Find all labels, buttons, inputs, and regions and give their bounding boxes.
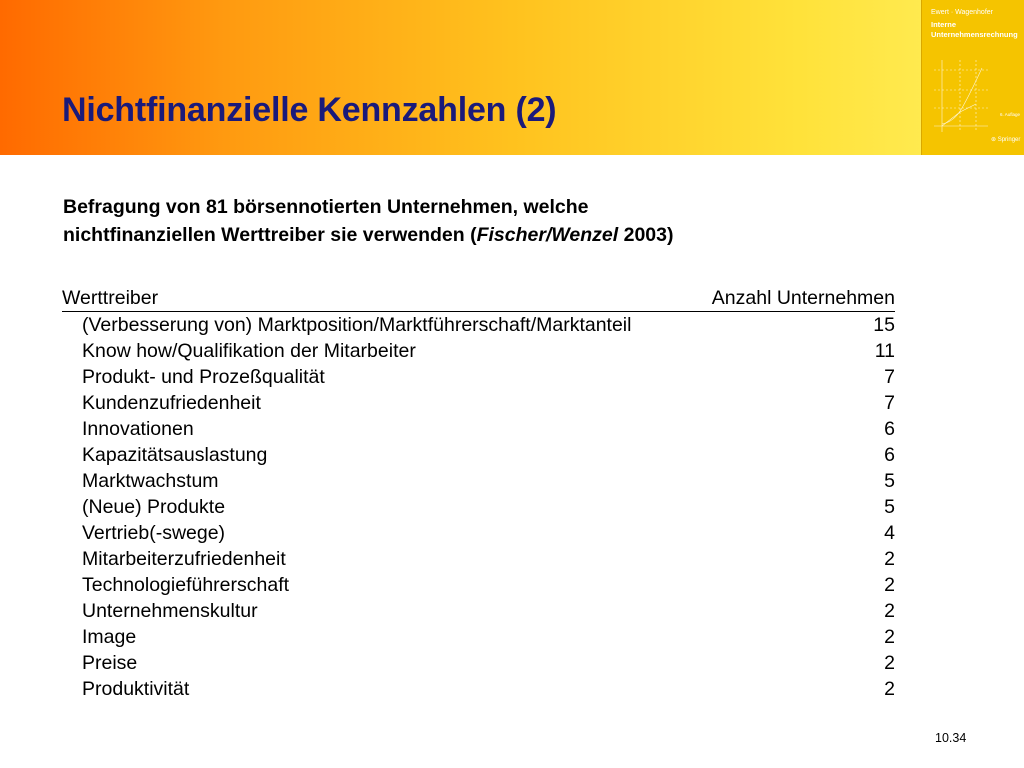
- row-label: Know how/Qualifikation der Mitarbeiter: [82, 340, 416, 362]
- row-label: Technologieführerschaft: [82, 574, 290, 596]
- row-value: 5: [884, 470, 895, 492]
- intro-line2: [63, 221, 903, 249]
- table-row: [62, 338, 895, 364]
- table-row: [62, 468, 895, 494]
- intro-text: [63, 193, 903, 249]
- row-value: 2: [884, 626, 895, 648]
- row-value: 2: [884, 548, 895, 570]
- row-label: (Verbesserung von) Marktposition/Marktführerschaft/Marktanteil: [82, 314, 632, 336]
- book-title-line2: Unternehmensrechnung: [931, 30, 1018, 39]
- row-label: Vertrieb(-swege): [82, 522, 226, 544]
- column-header-werttreiber: Werttreiber: [62, 287, 159, 309]
- table-row: [62, 624, 895, 650]
- table-row: [62, 390, 895, 416]
- book-cover-image: [921, 0, 1024, 155]
- table-row: [62, 494, 895, 520]
- table-row: [62, 364, 895, 390]
- row-label: Innovationen: [82, 418, 194, 440]
- table-row: [62, 572, 895, 598]
- row-value: 7: [884, 392, 895, 414]
- book-cover-graph-icon: [930, 60, 990, 135]
- table-header: [62, 285, 895, 312]
- table-row: [62, 598, 895, 624]
- row-value: 6: [884, 444, 895, 466]
- row-value: 2: [884, 574, 895, 596]
- row-value: 6: [884, 418, 895, 440]
- row-label: Produktivität: [82, 678, 190, 700]
- row-value: 2: [884, 652, 895, 674]
- row-label: Image: [82, 626, 137, 648]
- row-value: 15: [873, 314, 895, 336]
- book-publisher-logo: ⊛ Springer: [991, 137, 1021, 143]
- row-value: 4: [884, 522, 895, 544]
- table-row: [62, 520, 895, 546]
- intro-line2-prefix: nichtfinanziellen Werttreiber sie verwenden (: [63, 224, 477, 246]
- row-value: 2: [884, 600, 895, 622]
- row-label: (Neue) Produkte: [82, 496, 226, 518]
- table-row: [62, 416, 895, 442]
- slide-title: Nichtfinanzielle Kennzahlen (2): [62, 91, 557, 129]
- book-title-line1: Interne: [931, 20, 957, 29]
- row-label: Marktwachstum: [82, 470, 219, 492]
- header-band: [0, 0, 1024, 155]
- page-number: 10.34: [935, 731, 967, 745]
- row-label: Kundenzufriedenheit: [82, 392, 261, 414]
- table-row: [62, 442, 895, 468]
- intro-line1: Befragung von 81 börsennotierten Unternehmen, welche: [63, 196, 589, 218]
- row-label: Mitarbeiterzufriedenheit: [82, 548, 286, 570]
- book-author: Ewert · Wagenhofer: [931, 9, 993, 16]
- row-value: 11: [874, 340, 895, 362]
- row-label: Unternehmenskultur: [82, 600, 258, 622]
- row-label: Produkt- und Prozeßqualität: [82, 366, 325, 388]
- table-row: [62, 546, 895, 572]
- table-row: [62, 312, 895, 338]
- row-value: 7: [884, 366, 895, 388]
- column-header-anzahl: Anzahl Unternehmen: [711, 287, 895, 309]
- werttreiber-table: [62, 285, 895, 702]
- row-label: Preise: [82, 652, 138, 674]
- row-value: 2: [884, 678, 895, 700]
- intro-citation: Fischer/Wenzel: [476, 224, 619, 246]
- table-row: [62, 650, 895, 676]
- table-row: [62, 676, 895, 702]
- book-edition: 6. Auflage: [1000, 112, 1021, 117]
- row-value: 5: [884, 496, 895, 518]
- intro-line2-suffix: 2003): [618, 224, 674, 246]
- row-label: Kapazitätsauslastung: [82, 444, 268, 466]
